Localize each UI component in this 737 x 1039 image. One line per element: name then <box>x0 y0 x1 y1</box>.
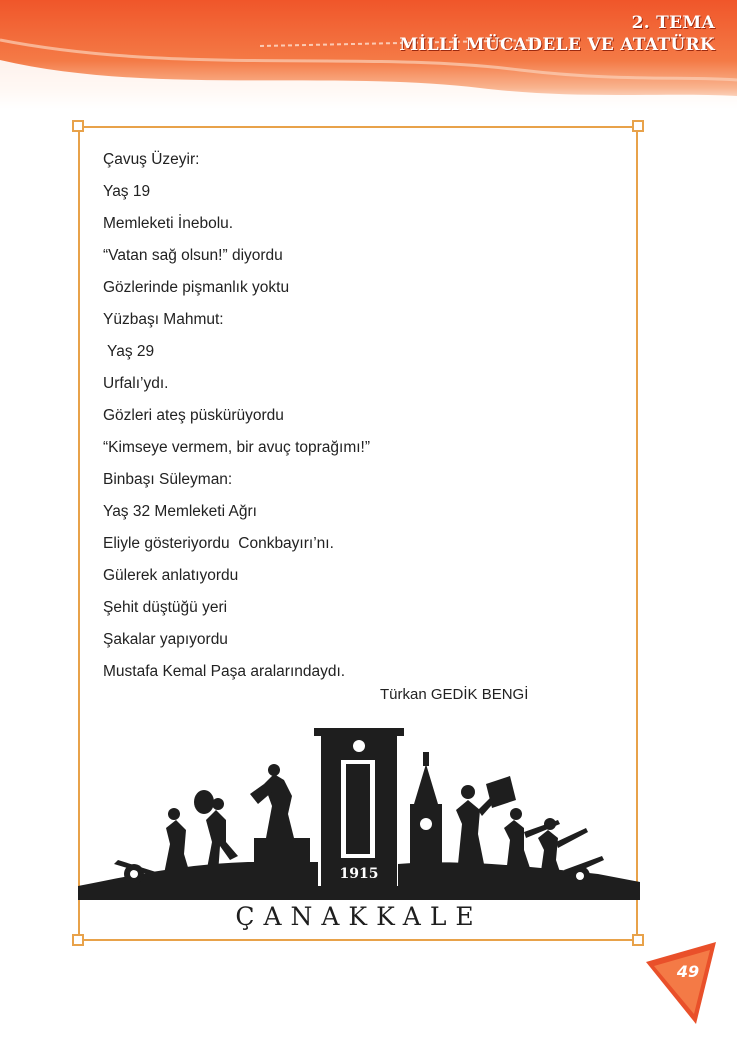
frame-corner-tl <box>72 120 84 132</box>
poem-line: Mustafa Kemal Paşa aralarındaydı. <box>103 663 346 680</box>
poem-line: Gözlerinde pişmanlık yoktu <box>103 279 290 296</box>
poem-line: Yüzbaşı Mahmut: <box>103 311 224 328</box>
poem-line: Şakalar yapıyordu <box>103 631 228 648</box>
year-label: 1915 <box>339 866 379 882</box>
poem-line: Gülerek anlatıyordu <box>103 567 239 584</box>
poem-line: Urfalı’ydı. <box>103 375 169 392</box>
poem-line: Yaş 29 <box>103 343 155 360</box>
poem-line: “Vatan sağ olsun!” diyordu <box>103 247 283 264</box>
place-title: ÇANAKKALE <box>235 902 483 931</box>
theme-number: 2. TEMA <box>631 13 715 33</box>
theme-title: MİLLİ MÜCADELE VE ATATÜRK <box>399 35 715 55</box>
page-corner-triangle-icon <box>640 938 720 1028</box>
poem-line: Memleketi İnebolu. <box>103 215 234 232</box>
poem-line: Eliyle gösteriyordu Conkbayırı’nı. <box>103 535 334 552</box>
theme-label <box>399 12 715 56</box>
poem-line: Çavuş Üzeyir: <box>103 151 200 168</box>
poem-line: Yaş 19 <box>103 183 151 200</box>
poem-line: Şehit düştüğü yeri <box>103 599 228 616</box>
poem-body <box>103 144 603 688</box>
frame-corner-tr <box>632 120 644 132</box>
page-number: 49 <box>676 962 700 981</box>
frame-corner-bl <box>72 934 84 946</box>
poem-line: Binbaşı Süleyman: <box>103 471 233 488</box>
header-band <box>0 0 737 110</box>
poem-line: “Kimseye vermem, bir avuç toprağımı!” <box>103 439 371 456</box>
poem-line: Yaş 32 Memleketi Ağrı <box>103 503 257 520</box>
poem-line: Gözleri ateş püskürüyordu <box>103 407 284 424</box>
poem-author: Türkan GEDİK BENGİ <box>380 686 529 703</box>
